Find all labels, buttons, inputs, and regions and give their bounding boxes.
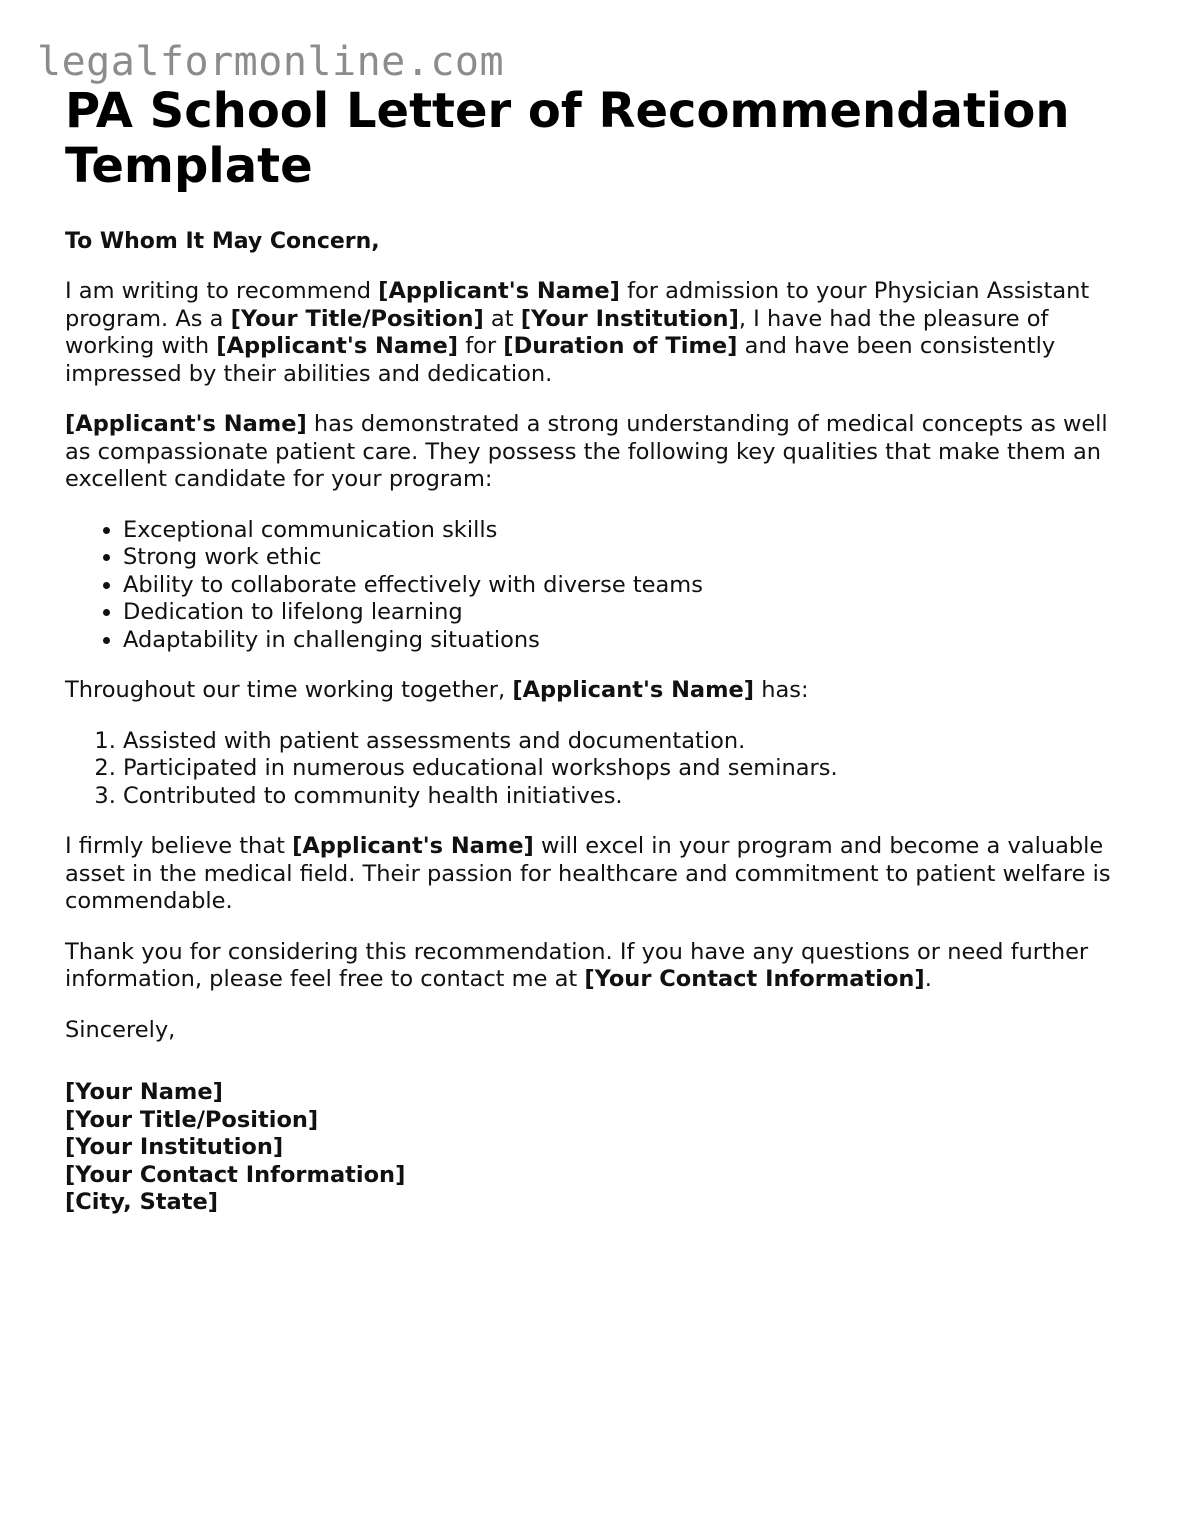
contact-paragraph: Thank you for considering this recommendation. If you have any questions or need further information, please feel free to contact me at [Your Contact Information].: [65, 938, 1089, 992]
signature-title: [Your Title/Position]: [65, 1106, 319, 1133]
accomplishments-intro-paragraph: Throughout our time working together, [Applicant's Name] has:: [65, 677, 809, 703]
applicant-name-placeholder: [Applicant's Name]: [216, 333, 459, 359]
list-item: • Ability to collaborate effectively with diverse teams: [123, 572, 1125, 600]
your-institution-placeholder: [Your Institution]: [520, 305, 739, 332]
page-title: PA School Letter of Recommendation Template: [65, 83, 1070, 194]
list-item: • Adaptability in challenging situations: [123, 627, 1125, 655]
watermark: legalformonline.com: [37, 39, 505, 85]
duration-placeholder: [Duration of Time]: [503, 333, 738, 359]
signature-contact: [Your Contact Information]: [65, 1161, 406, 1188]
applicant-name-placeholder: [Applicant's Name]: [378, 278, 620, 304]
letter-document: [65, 84, 1125, 1217]
list-item: 1. Assisted with patient assessments and documentation.: [123, 728, 1125, 756]
salutation: To Whom It May Concern,: [65, 229, 380, 254]
list-item: 2. Participated in numerous educational workshops and seminars.: [123, 755, 1125, 783]
qualities-list: [65, 517, 1125, 655]
signature-location: [City, State]: [65, 1189, 219, 1215]
your-title-placeholder: [Your Title/Position]: [230, 305, 484, 332]
applicant-name-placeholder: [Applicant's Name]: [292, 833, 534, 859]
contact-info-placeholder: [Your Contact Information]: [584, 966, 925, 992]
applicant-name-placeholder: [Applicant's Name]: [512, 677, 755, 703]
list-item: • Strong work ethic: [123, 544, 1125, 572]
closing: Sincerely,: [65, 1016, 176, 1043]
qualities-intro-paragraph: [Applicant's Name] has demonstrated a strong understanding of medical concepts as well as compassionate patient care. They possess the following key qualities that make them an excellent candidate for your program:: [65, 411, 1108, 492]
accomplishments-list: [65, 728, 1125, 811]
applicant-name-placeholder: [Applicant's Name]: [65, 411, 307, 437]
list-item: • Exceptional communication skills: [123, 517, 1125, 545]
intro-paragraph: I am writing to recommend [Applicant's Name] for admission to your Physician Assistant program. As a [Your Title/Position] at [Your Institution], I have had the pleasure of working with [Applicant's Name] for [Duration of Time] and have been consistently impressed by their abilities and dedication.: [65, 278, 1090, 387]
endorsement-paragraph: I firmly believe that [Applicant's Name] will excel in your program and become a valuable asset in the medical field. Their passion for healthcare and commitment to patient welfare is commendable.: [65, 833, 1111, 914]
signature-institution: [Your Institution]: [65, 1134, 284, 1160]
list-item: 3. Contributed to community health initiatives.: [123, 783, 1125, 811]
signature-block: [65, 1079, 1125, 1217]
list-item: • Dedication to lifelong learning: [123, 599, 1125, 627]
signature-name: [Your Name]: [65, 1079, 223, 1105]
